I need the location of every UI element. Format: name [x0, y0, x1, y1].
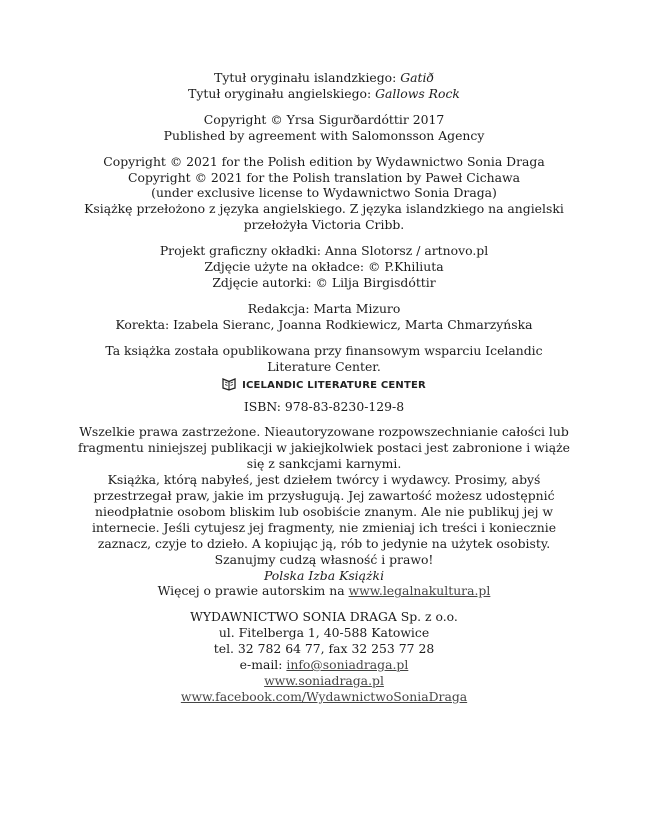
author-photo-credit: Zdjęcie autorki: © Lilja Birgisdóttir: [212, 274, 436, 290]
chamber-signature: Polska Izba Książki: [263, 567, 385, 583]
editing-credit: Redakcja: Marta Mizuro: [247, 300, 401, 316]
publisher-name: WYDAWNICTWO SONIA DRAGA Sp. z o.o.: [190, 609, 458, 625]
facebook-link[interactable]: www.facebook.com/WydawnictwoSoniaDraga: [180, 688, 468, 704]
proofreading-credit: Korekta: Izabela Sieranc, Joanna Rodkiewicz, Marta Chmarzyńska: [115, 316, 533, 332]
rights-reserved-paragraph: Wszelkie prawa zastrzeżone. Nieautoryzowane rozpowszechnianie całości lub fragmentu niniejszej publikacji w jakiejkolwiek postaci jest zabronione i wiąże się z sankcjami karnymi.: [78, 424, 570, 472]
polish-edition-copyright: Copyright © 2021 for the Polish edition by Wydawnictwo Sonia Draga: [103, 153, 545, 169]
publisher-email-line: e-mail: info@soniadraga.pl: [239, 657, 409, 673]
publisher-phone: tel. 32 782 64 77, fax 32 253 77 28: [213, 641, 435, 657]
cover-design-credit: Projekt graficzny okładki: Anna Slotorsz / artnovo.pl: [159, 243, 489, 259]
isbn: ISBN: 978-83-8230-129-8: [243, 398, 405, 414]
logo-text: ICELANDIC LITERATURE CENTER: [242, 379, 426, 391]
funding-note: Ta książka została opublikowana przy finansowym wsparciu Icelandic Literature Center.: [105, 342, 543, 374]
legalnakultura-link[interactable]: www.legalnakultura.pl: [348, 583, 491, 599]
agency-agreement: Published by agreement with Salomonsson Agency: [163, 127, 485, 143]
icelandic-title: Gatið: [400, 70, 434, 85]
respect-slogan: Szanujmy cudzą własność i prawo!: [214, 551, 434, 567]
reader-appeal-paragraph: Książka, którą nabyłeś, jest dziełem twórcy i wydawcy. Prosimy, abyś przestrzegał praw, jakie im przysługują. Jej zawartość możesz udostępnić nieodpłatnie osobom bliskim lub osobiście znanym. Ale nie publikuj jej w internecie. Jeśli cytujesz jej fragmenty, nie zmieniaj ich treści i koniecznie zaznacz, czyje to dzieło. A kopiując ją, rób to jedynie na użytek osobisty.: [91, 472, 557, 551]
translation-note: Książkę przełożono z języka angielskiego. Z języka islandzkiego na angielski przełożyła Victoria Cribb.: [84, 201, 564, 233]
original-title-icelandic: Tytuł oryginału islandzkiego: Gatið: [214, 70, 434, 85]
copyright-page: [0, 70, 648, 705]
polish-translation-copyright: Copyright © 2021 for the Polish translation by Paweł Cichawa: [128, 169, 520, 185]
publisher-address: ul. Fitelberga 1, 40-588 Katowice: [218, 625, 430, 641]
book-emblem-icon: [222, 377, 236, 395]
icelandic-literature-center-logo: [0, 377, 648, 395]
email-link[interactable]: info@soniadraga.pl: [286, 657, 409, 673]
copyright-info-line: Więcej o prawie autorskim na www.legalnakultura.pl: [157, 583, 491, 599]
english-title: Gallows Rock: [375, 85, 460, 101]
author-copyright: Copyright © Yrsa Sigurðardóttir 2017: [203, 111, 445, 127]
cover-photo-credit: Zdjęcie użyte na okładce: © P.Khiliuta: [204, 259, 444, 275]
website-link[interactable]: www.soniadraga.pl: [264, 673, 384, 688]
original-title-english: Tytuł oryginału angielskiego: Gallows Rock: [188, 85, 460, 101]
exclusive-license: (under exclusive license to Wydawnictwo Sonia Draga): [151, 185, 497, 201]
